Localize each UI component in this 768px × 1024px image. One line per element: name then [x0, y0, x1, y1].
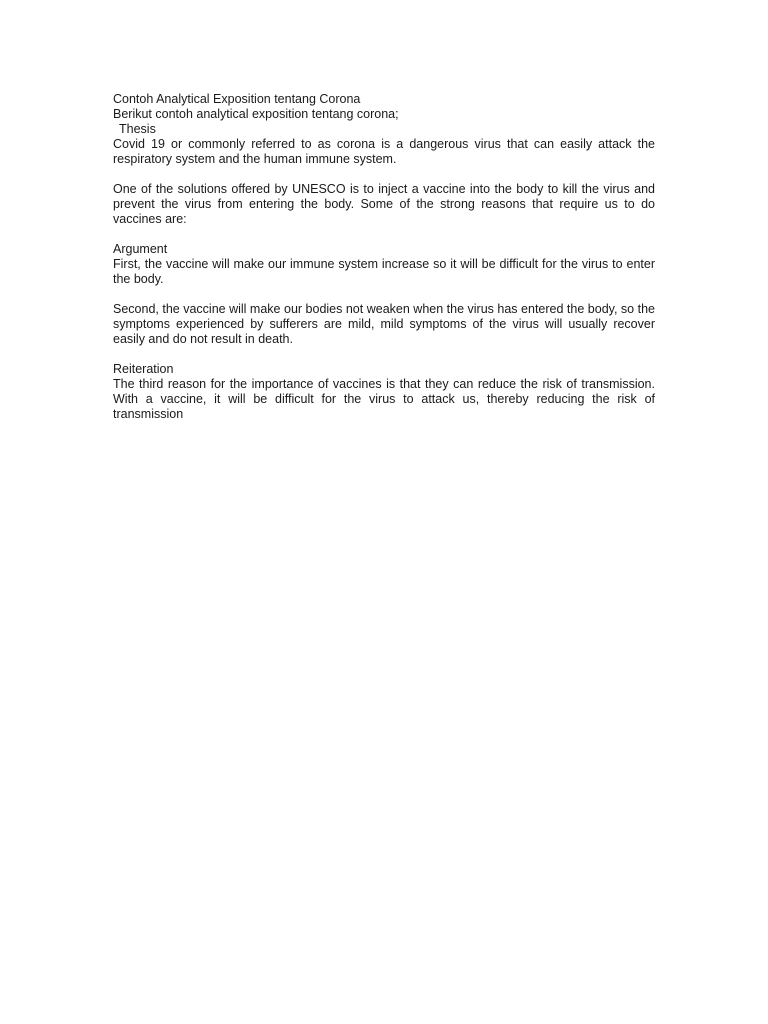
- argument-heading: Argument: [113, 242, 168, 256]
- paragraph-gap: [113, 227, 655, 242]
- intro-line: Berikut contoh analytical exposition tentang corona;: [113, 107, 399, 121]
- paragraph-gap: [113, 287, 655, 302]
- reiteration-paragraph-1: The third reason for the importance of vaccines is that they can reduce the risk of transmission. With a vaccine, it will be difficult for the virus to attack us, thereby reducing the risk of transmission: [113, 377, 655, 421]
- reiteration-heading: Reiteration: [113, 362, 174, 376]
- document-body: [113, 92, 655, 422]
- paragraph-gap: [113, 167, 655, 182]
- thesis-paragraph-1: Covid 19 or commonly referred to as corona is a dangerous virus that can easily attack the respiratory system and the human immune system.: [113, 137, 655, 166]
- document-title: Contoh Analytical Exposition tentang Corona: [113, 92, 361, 106]
- paragraph-gap: [113, 347, 655, 362]
- thesis-paragraph-2: One of the solutions offered by UNESCO is to inject a vaccine into the body to kill the virus and prevent the virus from entering the body. Some of the strong reasons that require us to do vaccines are:: [113, 182, 655, 226]
- argument-paragraph-2: Second, the vaccine will make our bodies not weaken when the virus has entered the body, so the symptoms experienced by sufferers are mild, mild symptoms of the virus will usually recover easily and do not result in death.: [113, 302, 655, 346]
- argument-paragraph-1: First, the vaccine will make our immune system increase so it will be difficult for the virus to enter the body.: [113, 257, 655, 286]
- thesis-heading: Thesis: [119, 122, 156, 136]
